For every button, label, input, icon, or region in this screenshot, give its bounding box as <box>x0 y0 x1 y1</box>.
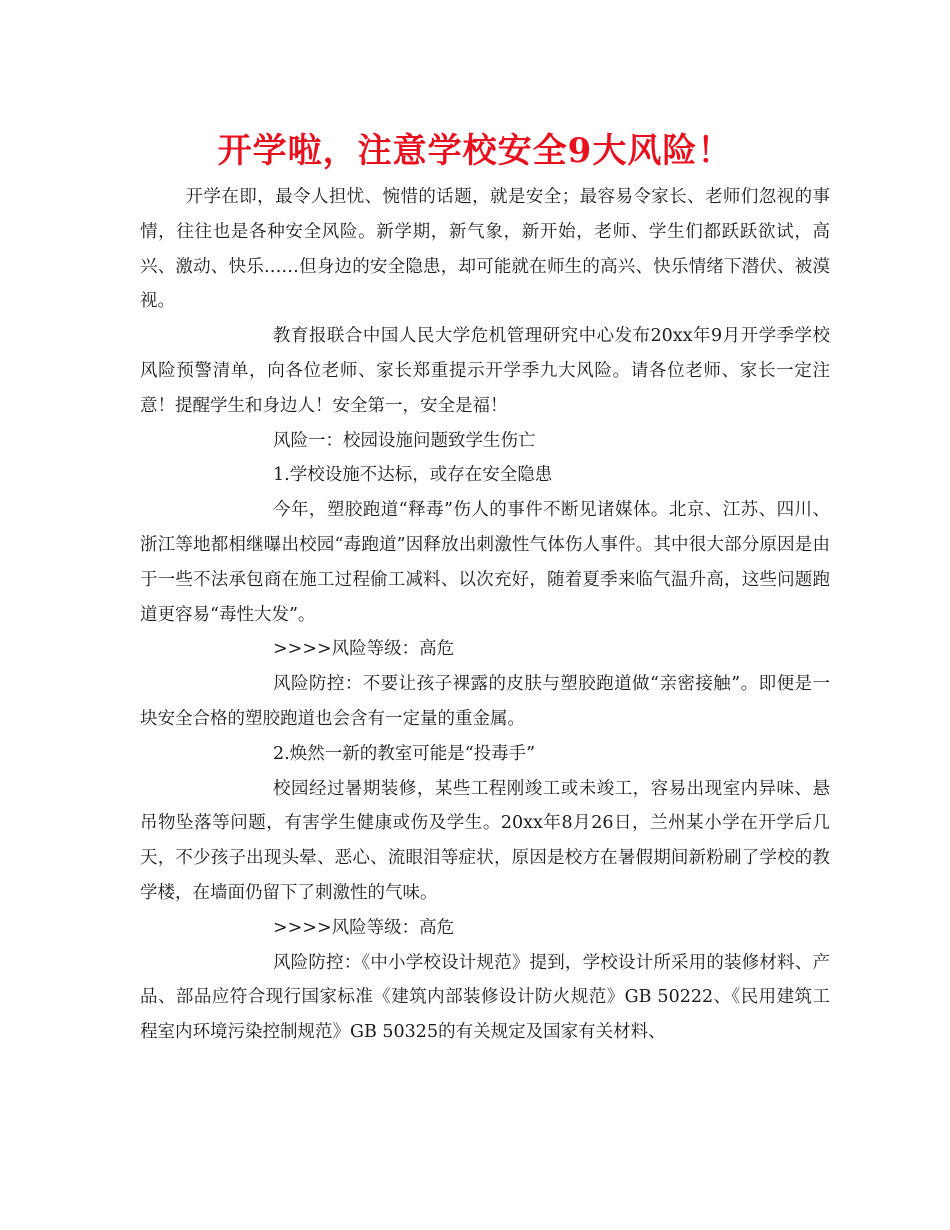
document-body <box>140 180 830 1050</box>
body-paragraph: 今年，塑胶跑道“释毒”伤人的事件不断见诸媒体。北京、江苏、四川、浙江等地都相继曝出校园“毒跑道”因释放出刺激性气体伤人事件。其中很大部分原因是由于一些不法承包商在施工过程偷工减料、以次充好，随着夏季来临气温升高，这些问题跑道更容易“毒性大发”。 <box>140 500 830 625</box>
body-paragraph: >>>>风险等级：高危 <box>273 639 455 660</box>
body-paragraph: 开学在即，最令人担忧、惋惜的话题，就是安全；最容易令家长、老师们忽视的事情，往往也是各种安全风险。新学期，新气象，新开始，老师、学生们都跃跃欲试，高兴、激动、快乐……但身边的安全隐患，却可能就在师生的高兴、快乐情绪下潜伏、被漠视。 <box>140 187 830 312</box>
body-paragraph: 1.学校设施不达标，或存在安全隐患 <box>273 465 553 486</box>
body-paragraph: 风险防控：《中小学校设计规范》提到，学校设计所采用的装修材料、产品、部品应符合现行国家标准《建筑内部装修设计防火规范》GB 50222、《民用建筑工程室内环境污染控制规范》GB 50325的有关规定及国家有关材料、 <box>140 952 830 1043</box>
document-title: 开学啦，注意学校安全9大风险！ <box>217 131 733 171</box>
body-paragraph: 教育报联合中国人民大学危机管理研究中心发布20xx年9月开学季学校风险预警清单，向各位老师、家长郑重提示开学季九大风险。请各位老师、家长一定注意！提醒学生和身边人！安全第一，安全是福！ <box>140 326 830 416</box>
body-paragraph: 风险防控：不要让孩子裸露的皮肤与塑胶跑道做“亲密接触”。即便是一块安全合格的塑胶跑道也会含有一定量的重金属。 <box>140 674 830 729</box>
body-paragraph: >>>>风险等级：高危 <box>273 917 455 938</box>
body-paragraph: 2.焕然一新的教室可能是“投毒手” <box>273 743 536 764</box>
body-paragraph: 校园经过暑期装修，某些工程刚竣工或未竣工，容易出现室内异味、悬吊物坠落等问题，有害学生健康或伤及学生。20xx年8月26日，兰州某小学在开学后几天，不少孩子出现头晕、恶心、流眼泪等症状，原因是校方在暑假期间新粉刷了学校的教学楼，在墙面仍留下了刺激性的气味。 <box>140 778 830 903</box>
body-paragraph: 风险一：校园设施问题致学生伤亡 <box>273 430 536 451</box>
